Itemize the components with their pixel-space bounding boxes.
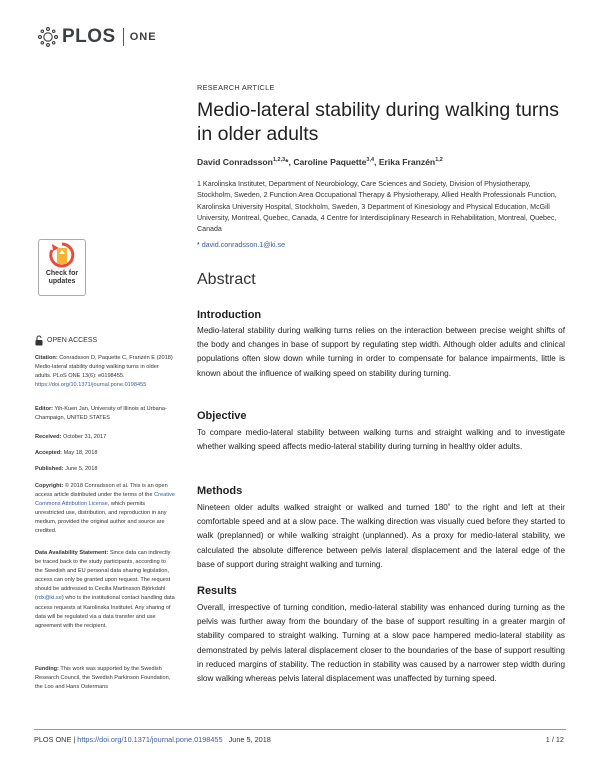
published-date: June 5, 2018 [65, 466, 98, 472]
author-list: David Conradsson$^{1,2,3}$*, Caroline Paquette$^{3,4}$, Erika Franzén$^{1,2}$ [197, 157, 443, 167]
logo-divider [123, 28, 124, 46]
accepted-label: Accepted: [35, 450, 63, 456]
received-block [35, 433, 175, 442]
abstract-heading: Abstract [197, 271, 256, 288]
page-number: 1 / 12 [545, 735, 564, 744]
license-link[interactable]: Creative Commons Attribution License [35, 492, 175, 508]
received-date: October 31, 2017 [63, 434, 107, 440]
section-text-objective: To compare medio-lateral stability between walking turns and straight walking and to investigate whether walking speed affects medio-lateral stability during turning in healthy older adults. [197, 428, 565, 452]
funding-label: Funding: [35, 666, 59, 672]
data-contact-link[interactable]: rdx@ki.se [36, 595, 62, 602]
funding-text: This work was supported by the Swedish Research Council, the Swedish Parkinson Foundation, the Loo and Hans Ostermans [35, 666, 171, 691]
page-footer [34, 735, 271, 744]
asterisk-mark: * [197, 241, 202, 249]
copyright-label: Copyright: [35, 483, 64, 489]
footer-date: June 5, 2018 [228, 735, 271, 744]
footer-journal: PLOS ONE [34, 735, 72, 744]
section-heading-results: Results [197, 585, 237, 597]
logo-brand: PLOS [62, 26, 116, 47]
author-affil-sup: 3,4 [366, 157, 375, 164]
email-link[interactable]: david.conradsson.1@ki.se [201, 241, 286, 249]
footer-divider [34, 729, 566, 730]
data-availability-post: ) who is the institutional contact handling data access requests at Karolinska Institutet. Any sharing of data will be regulated via a data transfer and use agreement with the recipient. [35, 595, 175, 629]
section-heading-introduction: Introduction [197, 309, 262, 321]
article-type-label: RESEARCH ARTICLE [197, 83, 275, 92]
section-text-introduction: Medio-lateral stability during walking turns relies on the interaction between precise weight shifts of the body and changes in base of support by regulating step width. Although older adults and clinical populations often slow down while turning in order to compensate for balance impairments, little is known about the influence of walking speed on stability during turning. [197, 326, 565, 378]
author-affil-sup: 1,2 [435, 157, 443, 164]
data-availability-pre: Since data can indirectly be traced back to the study participants, according to the Swedish and EU personal data sharing legislation, access can only be granted upon request. The request should be addressed to Cecilia Martinsson Björkdahl ( [35, 550, 171, 602]
section-text-results: Overall, irrespective of turning condition, medio-lateral stability was enhanced during turning as the pelvis was further away from the boundary of the base of support resulting in a greater margin of stability compared to straight walking. Turning at a slow pace hampered medio-lateral stability as demonstrated by pelvis lateral displacement closer to the boundaries of the base of support resulting in reduced margins of stability. The reduction in stability was caused by a narrower step width during slow walking whereas pelvis lateral displacement was unaffected by turning speed. [197, 603, 565, 684]
corresponding-email [197, 241, 565, 249]
author-affil-sup: 1,2,3 [272, 157, 286, 164]
accepted-block [35, 449, 175, 458]
corresponding-mark: * [285, 157, 289, 167]
data-availability-block [35, 549, 175, 631]
check-updates-icon [39, 240, 85, 270]
citation-text: Conradsson D, Paquette C, Franzén E (2018) Medio-lateral stability during walking turns in older adults. PLoS ONE 13(6): e0198455. [35, 355, 173, 380]
affiliations: 1 Karolinska Institutet, Department of Neurobiology, Care Sciences and Society, Division of Physiotherapy, Stockholm, Sweden, 2 Function Area Occupational Therapy & Physiotherapy, Allied Health Professionals Function, Karolinska University Hospital, Stockholm, Sweden, 3 Department of Kinesiology and Physical Education, McGill University, Montreal, Quebec, Canada, 4 Centre for Interdisciplinary Research in Rehabilitation, Montreal, Quebec, Canada [197, 180, 557, 234]
badge-line-2: updates [48, 278, 76, 285]
open-access-lock-icon [35, 335, 43, 346]
copyright-text-post: , which permits unrestricted use, distribution, and reproduction in any medium, provided the original author and source are credited. [35, 501, 167, 535]
citation-label: Citation: [35, 355, 58, 361]
article-title: Medio-lateral stability during walking turns in older adults [197, 99, 559, 145]
funding-block [35, 665, 175, 692]
open-access-label: OPEN ACCESS [47, 337, 98, 344]
section-text-methods: Nineteen older adults walked straight or walked and turned 180˚ to the right and left at their comfortable speed and at a slow pace. The walking direction was visually cued before they started to walk (preplanned) or while walking straight (unplanned). As a proxy for medio-lateral stability, we calculated the absolute difference between pelvis lateral displacement and the lateral edge of the base of support during straight walking and turning. [197, 503, 565, 569]
data-availability-label: Data Availability Statement: [35, 550, 109, 556]
logo-journal: ONE [129, 31, 157, 43]
copyright-block [35, 482, 175, 537]
editor-block [35, 405, 175, 423]
open-access-row [35, 335, 97, 346]
plos-one-logo [37, 26, 157, 48]
citation-doi-link[interactable]: https://doi.org/10.1371/journal.pone.0198455 [35, 382, 147, 389]
section-heading-objective: Objective [197, 410, 247, 422]
footer-separator: | [71, 735, 78, 744]
author-name[interactable]: David Conradsson [197, 157, 273, 167]
editor-text: Yih-Kuen Jan, University of Illinois at Urbana-Champaign, UNITED STATES [35, 406, 167, 422]
badge-line-1: Check for [45, 270, 79, 277]
section-heading-methods: Methods [197, 485, 243, 497]
citation-block [35, 354, 175, 390]
footer-doi-link[interactable]: https://doi.org/10.1371/journal.pone.0198455 [77, 735, 223, 744]
check-for-updates-badge[interactable] [38, 239, 86, 296]
plos-logo-icon [37, 26, 59, 48]
published-block [35, 465, 175, 474]
published-label: Published: [35, 466, 64, 472]
badge-text [39, 270, 85, 286]
received-label: Received: [35, 434, 62, 440]
accepted-date: May 18, 2018 [63, 450, 98, 456]
author-name[interactable]: Erika Franzén [378, 157, 436, 167]
copyright-text-pre: © 2018 Conradsson et al. This is an open access article distributed under the terms of the [35, 483, 168, 499]
editor-label: Editor: [35, 406, 54, 412]
author-name[interactable]: Caroline Paquette [293, 157, 367, 167]
